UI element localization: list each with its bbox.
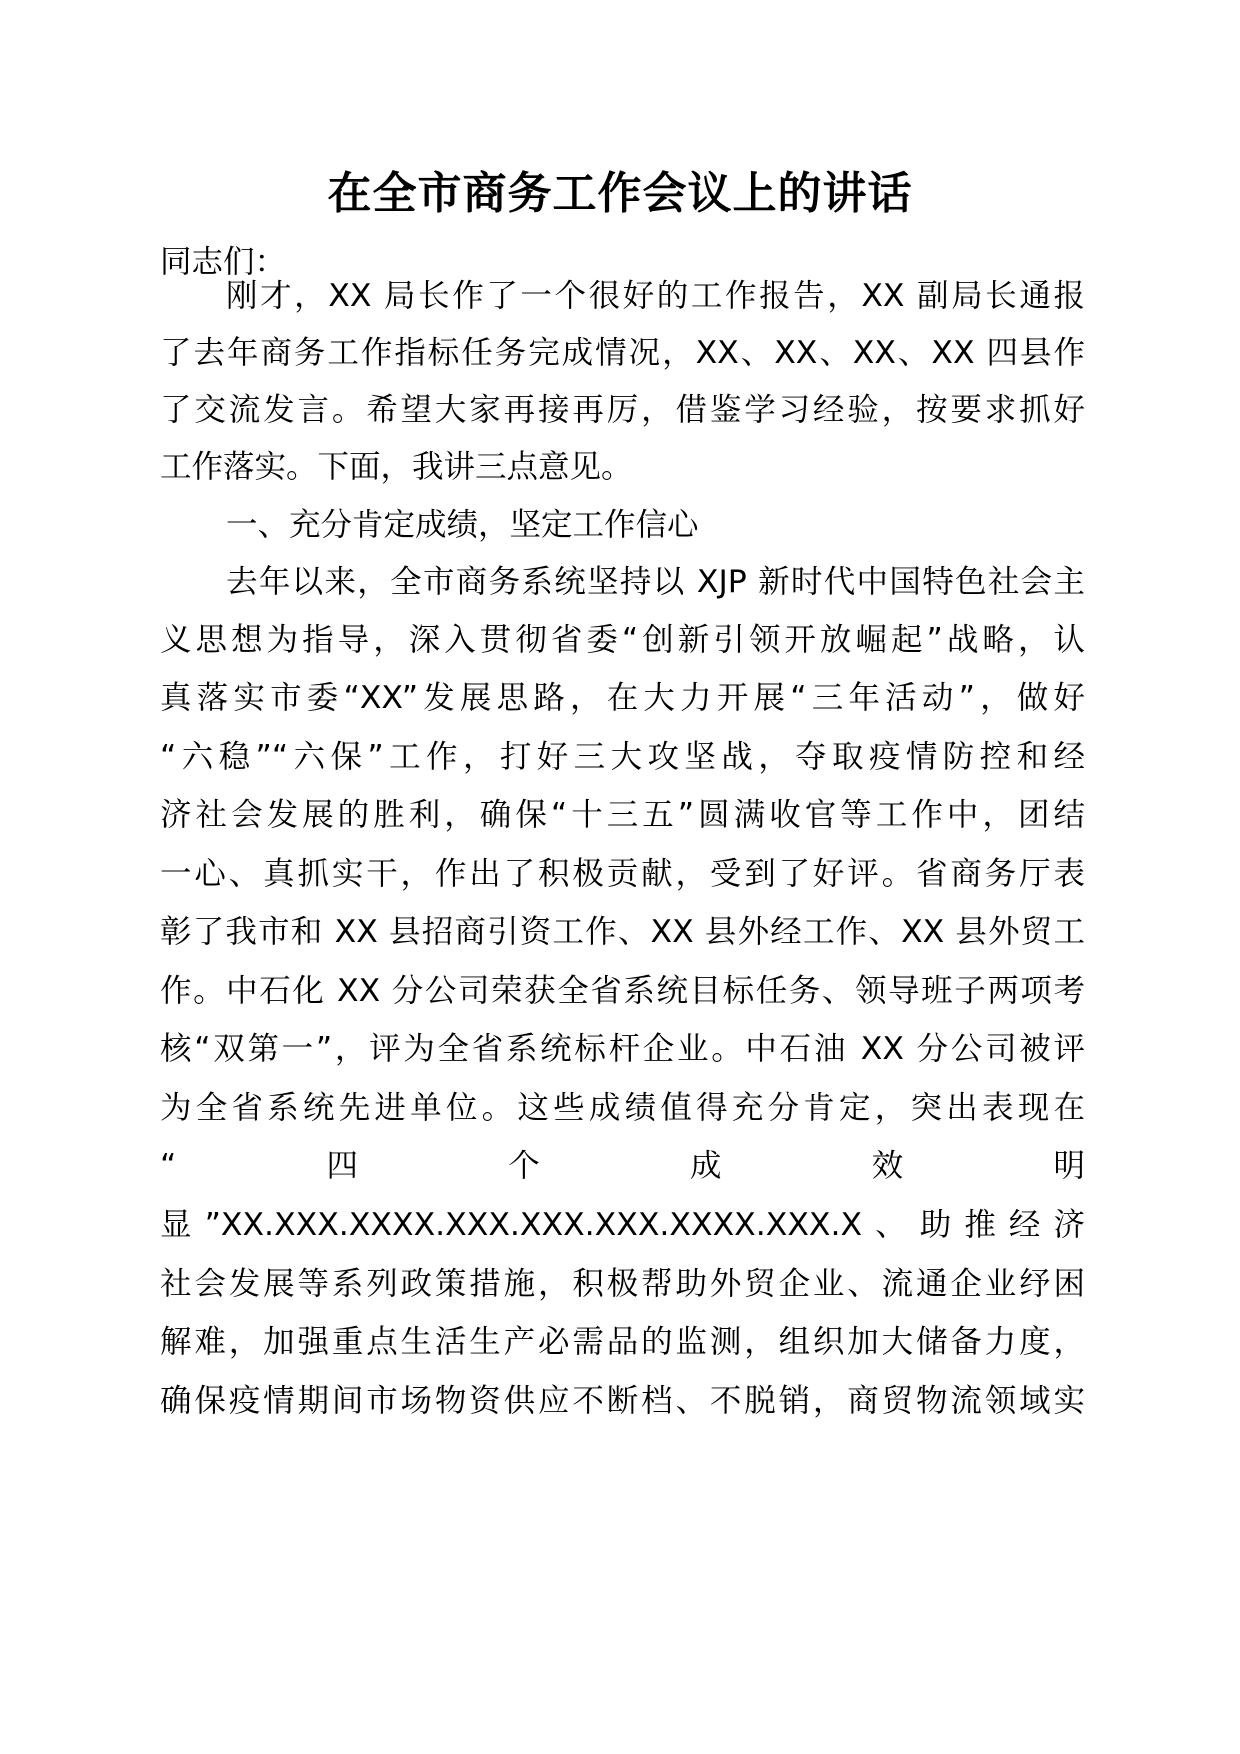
paragraph-line: 工作落实。下面，我讲三点意见。 <box>160 449 633 485</box>
salutation: 同志们： <box>160 244 287 280</box>
paragraph-line: 了交流发言。希望大家再接再厉，借鉴学习经验，按要求抓好 <box>160 392 1085 428</box>
paragraph-line: 作。中石化 XX 分公司荣获全省系统目标任务、领导班子两项考 <box>160 973 1085 1009</box>
paragraph-line: 彰了我市和 XX 县招商引资工作、XX 县外经工作、XX 县外贸工 <box>160 914 1085 950</box>
paragraph-line: 去年以来，全市商务系统坚持以 XJP 新时代中国特色社会主 <box>226 564 1085 600</box>
paragraph-line: 义思想为指导，深入贯彻省委“创新引领开放崛起”战略，认 <box>160 622 1085 658</box>
paragraph-line: 确保疫情期间市场物资供应不断档、不脱销，商贸物流领域实 <box>160 1383 1085 1419</box>
paragraph-line: 刚才，XX 局长作了一个很好的工作报告，XX 副局长通报 <box>226 278 1085 314</box>
paragraph-line: 了去年商务工作指标任务完成情况，XX、XX、XX、XX 四县作 <box>160 335 1085 371</box>
paragraph-line: 显”XX.XXX.XXXX.XXX.XXX.XXX.XXXX.XXX.X、助推经济 <box>160 1207 1085 1243</box>
paragraph-line: 解难，加强重点生活生产必需品的监测，组织加大储备力度， <box>160 1324 1085 1360</box>
document-title: 在全市商务工作会议上的讲话 <box>327 168 913 219</box>
paragraph-line: 真落实市委“XX”发展思路，在大力开展“三年活动”，做好 <box>160 680 1085 716</box>
paragraph-line: 一心、真抓实干，作出了积极贡献，受到了好评。省商务厅表 <box>160 856 1085 892</box>
paragraph-line: “ 四 个 成 效 明 <box>160 1148 1085 1184</box>
paragraph-line: 核“双第一”，评为全省系统标杆企业。中石油 XX 分公司被评 <box>160 1031 1085 1067</box>
paragraph-line: “六稳”“六保”工作，打好三大攻坚战，夺取疫情防控和经 <box>160 739 1085 775</box>
section-heading: 一、充分肯定成绩，坚定工作信心 <box>226 507 699 543</box>
paragraph-line: 为全省系统先进单位。这些成绩值得充分肯定，突出表现在 <box>160 1090 1085 1126</box>
paragraph-line: 社会发展等系列政策措施，积极帮助外贸企业、流通企业纾困 <box>160 1266 1085 1302</box>
paragraph-line: 济社会发展的胜利，确保“十三五”圆满收官等工作中，团结 <box>160 797 1085 833</box>
